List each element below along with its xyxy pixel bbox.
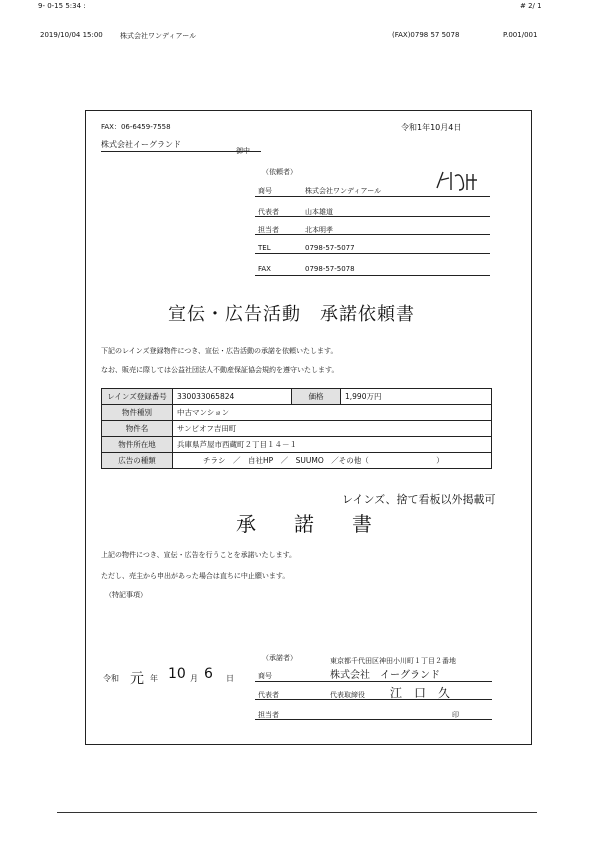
- requester-line-2: [255, 216, 490, 217]
- consenter-line-3: [255, 719, 492, 720]
- property-table: [101, 388, 492, 469]
- special-notes-label: （特記事項）: [105, 591, 147, 599]
- requester-line-5: [255, 275, 490, 276]
- consenter-rep-label: 代表者: [258, 691, 279, 699]
- consent-date-day: 6: [204, 666, 213, 682]
- reins-number: 330033065824: [173, 389, 292, 405]
- recipient-honorific: 御中: [236, 147, 250, 155]
- consenter-address: 東京都千代田区神田小川町１丁目２番地: [330, 657, 456, 665]
- requester-line-1: [255, 196, 490, 197]
- consent-date-day-unit: 日: [226, 674, 234, 683]
- property-row-address: [102, 437, 492, 453]
- fax-page: P.001/001: [503, 31, 538, 39]
- consent-date-era: 令和: [103, 674, 119, 683]
- type-value: 中古マンション: [173, 405, 492, 421]
- address-label: 物件所在地: [102, 437, 173, 453]
- fax-number: (FAX)0798 57 5078: [392, 31, 460, 39]
- requester-label-company: 商号: [258, 187, 272, 195]
- requester-label-rep: 代表者: [258, 208, 279, 216]
- consent-date-year: 元: [130, 671, 144, 687]
- type-label: 物件種別: [102, 405, 173, 421]
- fax-sender: 株式会社ワンディアール: [120, 32, 197, 40]
- recipient-underline: [101, 151, 261, 152]
- fax-top-marks: 9- 0-15 5:34 :: [38, 2, 86, 10]
- price-label: 価格: [292, 389, 341, 405]
- requester-value-staff: 北本明孝: [305, 226, 333, 234]
- consenter-rep-title: 代表取締役: [330, 691, 365, 699]
- bottom-rule: [57, 812, 537, 813]
- recipient-company: 株式会社イーグランド: [101, 140, 181, 149]
- property-row-type: [102, 405, 492, 421]
- fax-top-marks-right: # 2/ 1: [520, 2, 542, 10]
- consenter-rep-name: 江 口 久: [390, 686, 451, 700]
- consenter-section-label: （承諾者）: [262, 654, 297, 662]
- requester-label-fax: FAX: [258, 265, 271, 273]
- consent-title: 承諾書: [236, 512, 410, 536]
- reins-label: レインズ登録番号: [102, 389, 173, 405]
- media-value: チラシ ／ 自社HP ／ SUUMO ／その他（ ）: [173, 453, 492, 469]
- requester-section-label: （依頼者）: [262, 168, 297, 176]
- requester-line-3: [255, 234, 490, 235]
- name-value: サンビオフ吉田町: [173, 421, 492, 437]
- fax-datetime: 2019/10/04 15:00: [40, 31, 103, 39]
- requester-seal-scribble: [433, 168, 483, 194]
- requester-value-tel: 0798-57-5077: [305, 244, 355, 252]
- consent-date-month-unit: 月: [190, 674, 198, 683]
- consenter-line-2: [255, 699, 492, 700]
- requester-label-tel: TEL: [258, 244, 271, 252]
- consenter-line-1: [255, 681, 492, 682]
- consent-date-year-unit: 年: [150, 674, 158, 683]
- requester-value-rep: 山本雄道: [305, 208, 333, 216]
- property-row-reins: [102, 389, 492, 405]
- requester-value-company: 株式会社ワンディアール: [305, 187, 382, 195]
- consenter-company: 株式会社 イーグランド: [330, 670, 440, 681]
- requester-line-4: [255, 253, 490, 254]
- consenter-person-label: 担当者: [258, 711, 279, 719]
- consent-text-line-1: 上記の物件につき、宣伝・広告を行うことを承諾いたします。: [101, 551, 297, 559]
- consenter-seal: 印: [452, 711, 459, 719]
- recipient-fax: FAX：06-6459-7558: [101, 123, 171, 131]
- consent-date-month: 10: [168, 666, 186, 682]
- address-value: 兵庫県芦屋市西蔵町２丁目１４－１: [173, 437, 492, 453]
- property-row-name: [102, 421, 492, 437]
- price-value: 1,990万円: [341, 389, 492, 405]
- handwritten-note: レインズ、捨て看板以外掲載可: [342, 493, 496, 506]
- consent-text-line-2: ただし、売主から申出があった場合は直ちに中止願います。: [101, 572, 290, 580]
- name-label: 物件名: [102, 421, 173, 437]
- property-row-media: [102, 453, 492, 469]
- document-title: 宣伝・広告活動 承諾依頼書: [168, 304, 415, 325]
- request-text-line-2: なお、販売に際しては公益社団法人不動産保証協会規約を遵守いたします。: [101, 366, 339, 374]
- request-text-line-1: 下記のレインズ登録物件につき、宣伝・広告活動の承諾を依頼いたします。: [101, 347, 338, 355]
- consenter-company-label: 商号: [258, 672, 272, 680]
- media-label: 広告の種類: [102, 453, 173, 469]
- requester-value-fax: 0798-57-5078: [305, 265, 355, 273]
- document-date: 令和1年10月4日: [401, 123, 462, 132]
- requester-label-staff: 担当者: [258, 226, 279, 234]
